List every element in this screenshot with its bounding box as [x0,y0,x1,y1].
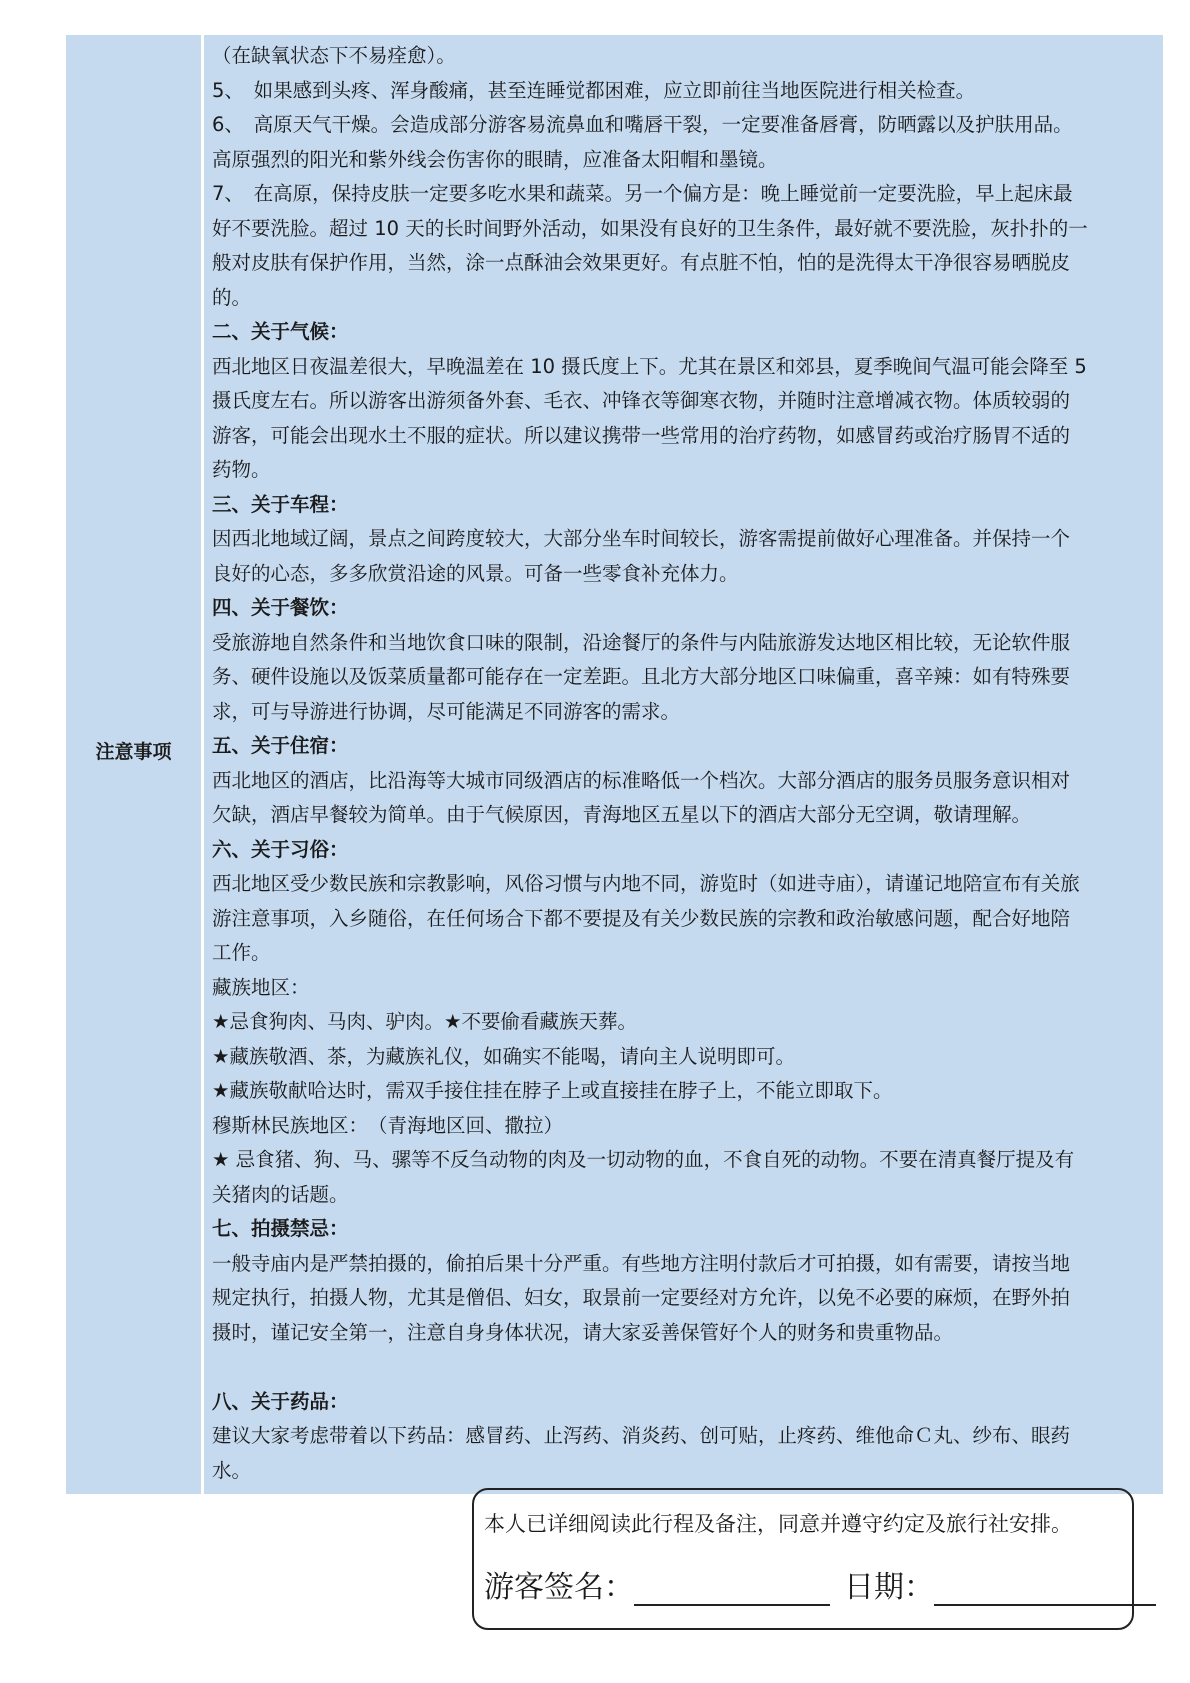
text-line: 因西北地域辽阔，景点之间跨度较大，大部分坐车时间较长，游客需提前做好心理准备。并保持一个 [212,527,1071,550]
text-line: ★藏族敬献哈达时，需双手接住挂在脖子上或直接挂在脖子上，不能立即取下。 [212,1079,893,1102]
section-heading: 七、拍摄禁忌： [212,1217,349,1240]
text-line: 一般寺庙内是严禁拍摄的，偷拍后果十分严重。有些地方注明付款后才可拍摄，如有需要，请按当地 [212,1251,1071,1275]
signature-box [472,1488,1134,1630]
text-line: 水。 [212,1458,252,1482]
text-line: 7、 在高原，保持皮肤一定要多吃水果和蔬菜。另一个偏方是：晚上睡觉前一定要洗脸，早上起床最 [212,182,1073,205]
text-line: 关猪肉的话题。 [212,1182,349,1206]
text-line: 藏族地区： [212,975,310,999]
text-line: 求，可与导游进行协调，尽可能满足不同游客的需求。 [212,699,681,723]
text-line: 好不要洗脸。超过 10 天的长时间野外活动，如果没有良好的卫生条件，最好就不要洗脸，灰扑扑的一 [212,216,1088,240]
section-heading: 八、关于药品： [212,1389,349,1413]
text-line: 的。 [212,285,252,309]
section-heading: 三、关于车程： [212,492,349,516]
text-line: 建议大家考虑带着以下药品：感冒药、止泻药、消炎药、创可贴，止疼药、维他命Ｃ丸、纱布、眼药 [212,1424,1071,1447]
text-line: ★ 忌食猪、狗、马、骡等不反刍动物的肉及一切动物的血，不食自死的动物。不要在清真餐厅提及有 [212,1148,1075,1171]
notes-content-cell [204,35,1163,1494]
text-line: 般对皮肤有保护作用，当然，涂一点酥油会效果更好。有点脏不怕，怕的是洗得太干净很容易晒脱皮 [212,251,1071,274]
text-line: 穆斯林民族地区： （青海地区回、撒拉） [212,1113,564,1137]
section-heading: 五、关于住宿： [212,734,349,757]
agreement-statement: 本人已详细阅读此行程及备注，同意并遵守约定及旅行社安排。 [484,1512,1072,1536]
signature-line[interactable] [634,1574,830,1606]
date-line[interactable] [934,1574,1156,1606]
text-line: 西北地区受少数民族和宗教影响，风俗习惯与内地不同，游览时（如进寺庙），请谨记地陪宣布有关旅 [212,872,1080,895]
text-line: 游客，可能会出现水土不服的症状。所以建议携带一些常用的治疗药物，如感冒药或治疗肠胃不适的 [212,423,1071,447]
text-line: 务、硬件设施以及饭菜质量都可能存在一定差距。且北方大部分地区口味偏重，喜辛辣：如有特殊要 [212,665,1071,688]
text-line: 规定执行，拍摄人物，尤其是僧侣、妇女，取景前一定要经对方允许，以免不必要的麻烦，在野外拍 [212,1286,1071,1309]
section-heading: 四、关于餐饮： [212,596,349,619]
text-line: ★忌食狗肉、马肉、驴肉。★不要偷看藏族天葬。 [212,1010,637,1033]
text-line: 摄氏度左右。所以游客出游须备外套、毛衣、冲锋衣等御寒衣物，并随时注意增减衣物。体质较弱的 [212,389,1071,412]
text-line: 西北地区日夜温差很大，早晚温差在 10 摄氏度上下。尤其在景区和郊县，夏季晚间气温可能会降至 5 [212,354,1087,378]
text-line: 药物。 [212,458,271,481]
text-line: （在缺氧状态下不易痊愈）。 [212,44,456,67]
text-line: 5、 如果感到头疼、浑身酸痛，甚至连睡觉都困难，应立即前往当地医院进行相关检查。 [212,78,976,102]
text-line: 摄时，谨记安全第一，注意自身身体状况，请大家妥善保管好个人的财务和贵重物品。 [212,1320,954,1344]
text-line: ★藏族敬酒、茶，为藏族礼仪，如确实不能喝，请向主人说明即可。 [212,1044,795,1068]
text-line: 游注意事项，入乡随俗，在任何场合下都不要提及有关少数民族的宗教和政治敏感问题，配合好地陪 [212,906,1071,930]
notes-label: 注意事项 [95,741,172,763]
date-label: 日期： [844,1570,934,1605]
text-line: 良好的心态，多多欣赏沿途的风景。可备一些零食补充体力。 [212,561,739,585]
text-line: 工作。 [212,941,271,964]
section-heading: 六、关于习俗： [212,837,349,861]
text-line: 受旅游地自然条件和当地饮食口味的限制，沿途餐厅的条件与内陆旅游发达地区相比较，无论软件服 [212,630,1071,654]
section-heading: 二、关于气候： [212,320,349,343]
text-line: 高原强烈的阳光和紫外线会伤害你的眼睛，应准备太阳帽和墨镜。 [212,147,778,171]
text-line: 欠缺，酒店早餐较为简单。由于气候原因，青海地区五星以下的酒店大部分无空调，敬请理解。 [212,803,1032,826]
signature-row [484,1562,1156,1606]
text-line: 西北地区的酒店，比沿海等大城市同级酒店的标准略低一个档次。大部分酒店的服务员服务意识相对 [212,768,1071,792]
notes-table [66,35,1163,1494]
signature-label: 游客签名： [484,1570,634,1605]
text-line [212,1350,1153,1385]
text-line: 6、 高原天气干燥。会造成部分游客易流鼻血和嘴唇干裂，一定要准备唇膏，防晒露以及护肤用品。 [212,113,1073,136]
notes-label-cell [66,35,204,1494]
